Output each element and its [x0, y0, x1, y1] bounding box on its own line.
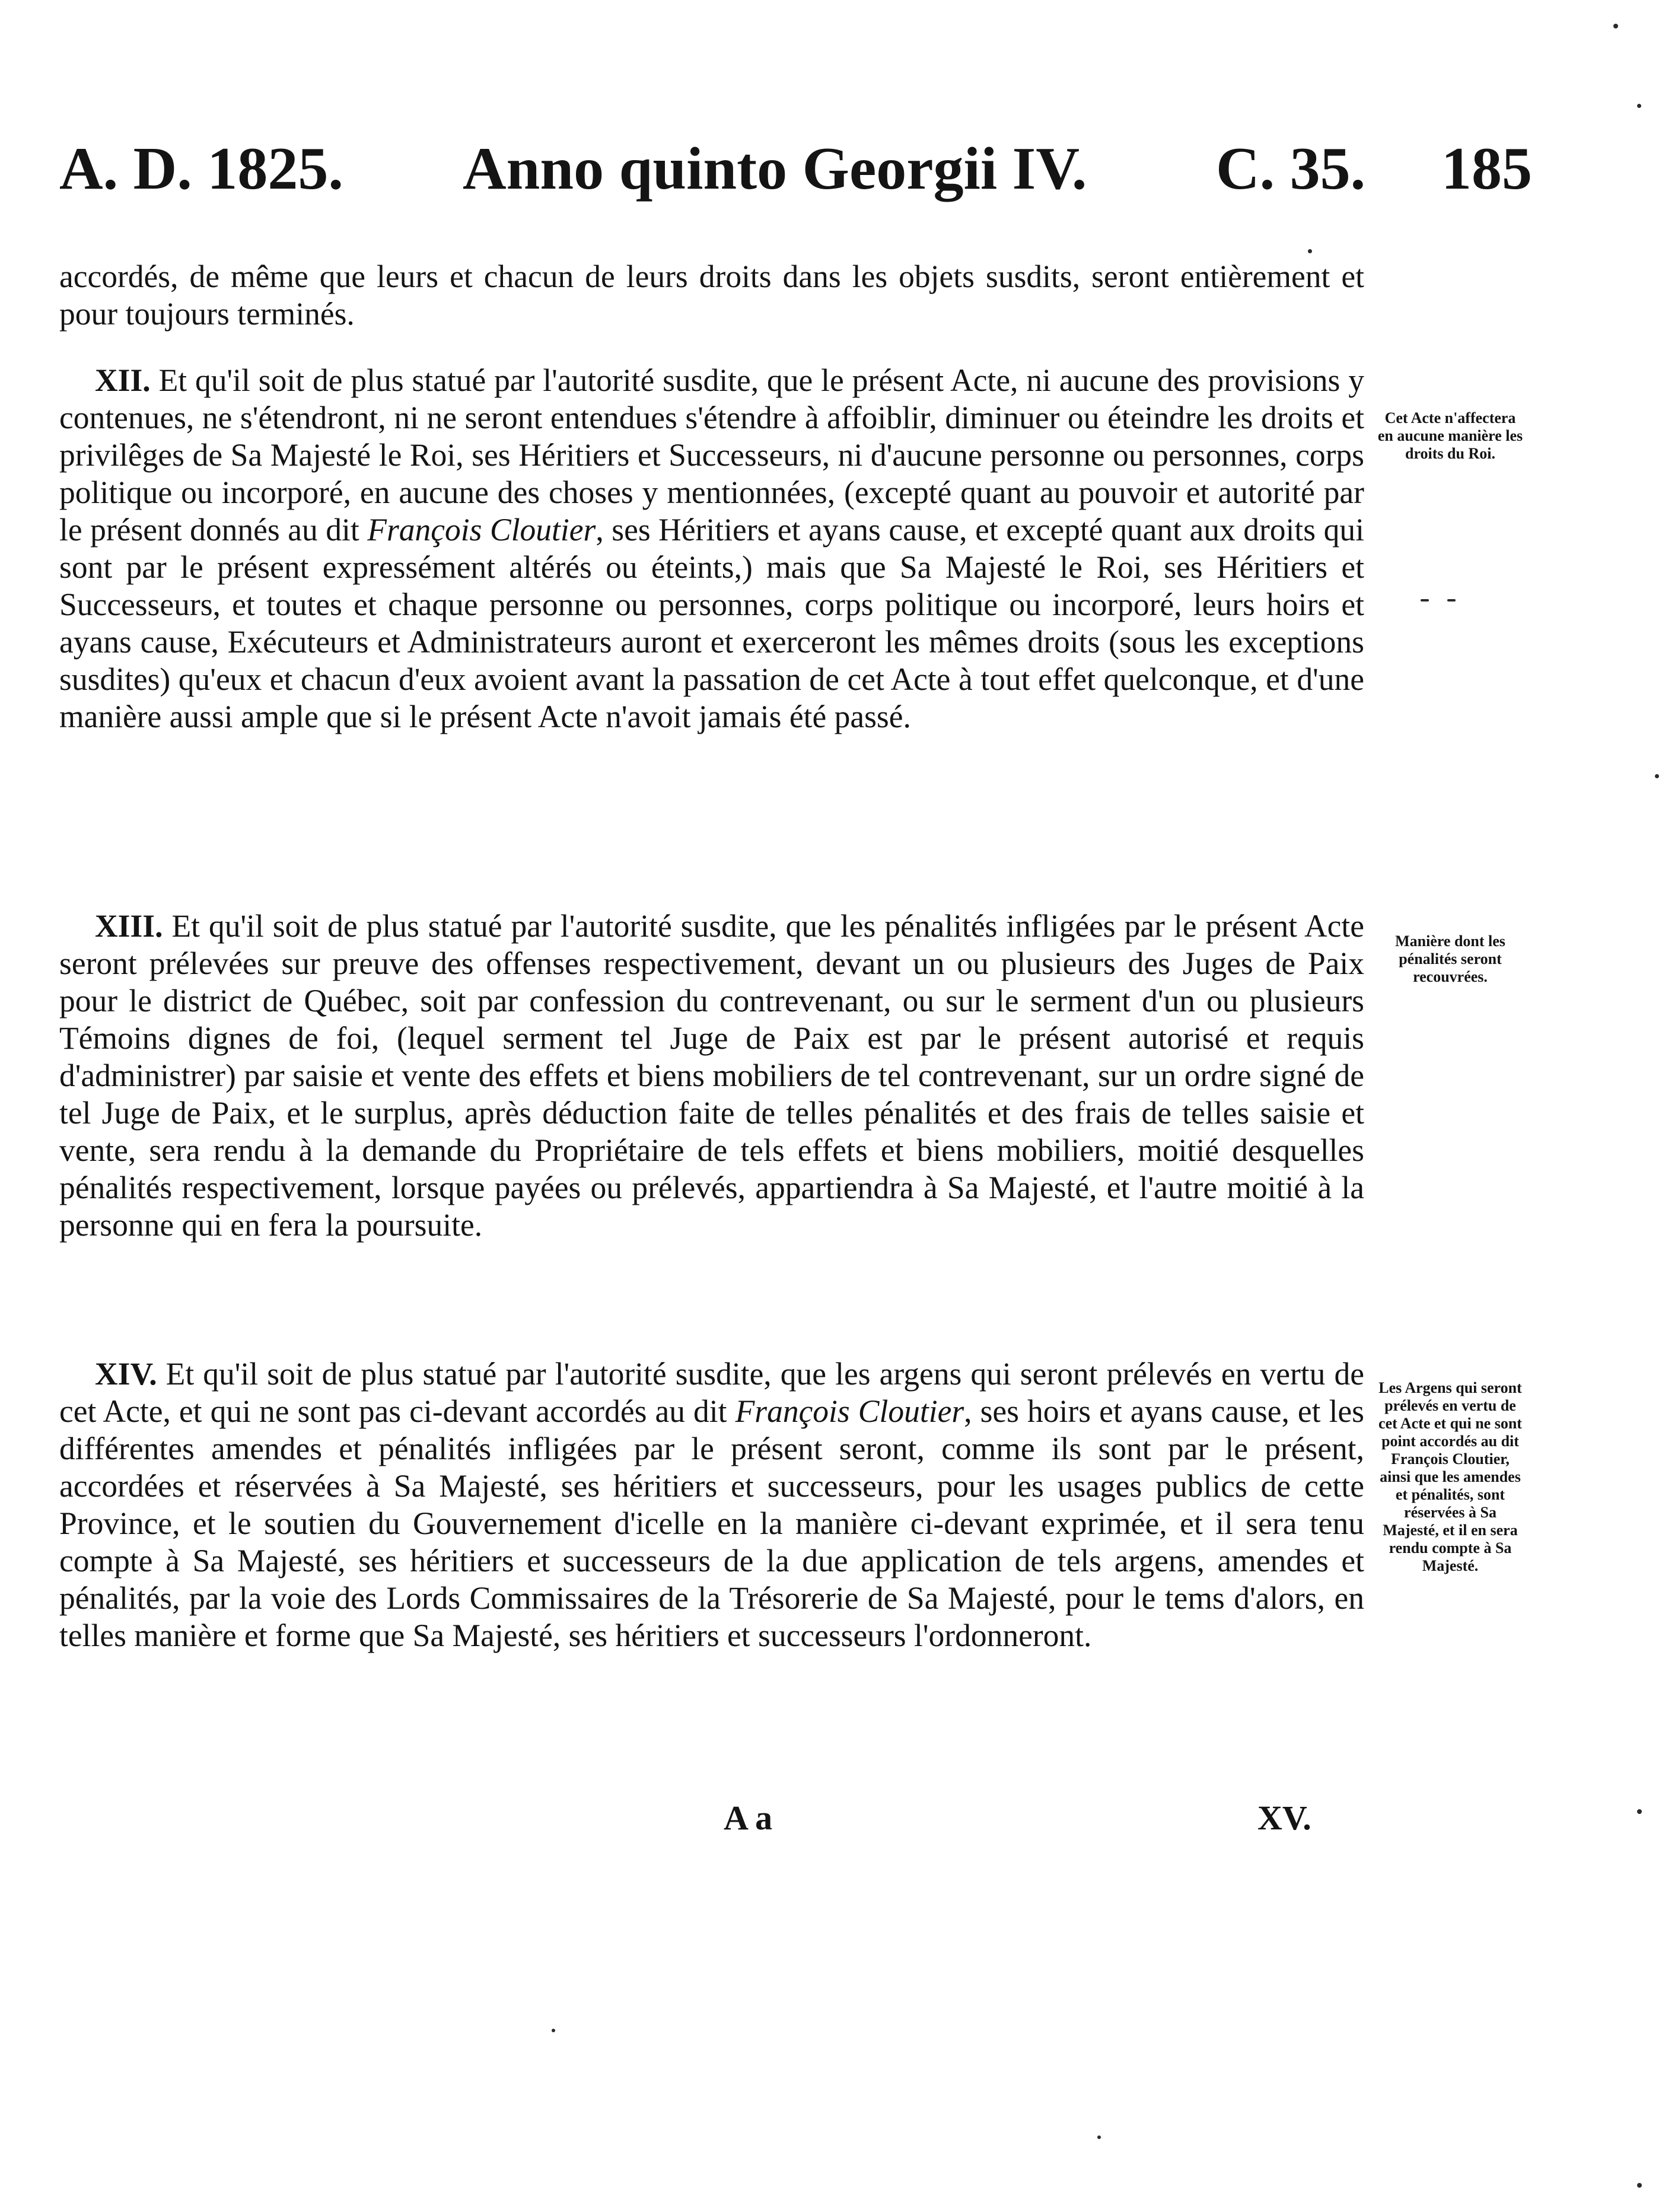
scan-speck	[1637, 104, 1641, 108]
scan-speck	[1655, 774, 1659, 778]
scan-speck	[1097, 2135, 1101, 2139]
section-number: XIII.	[95, 908, 163, 944]
intro-paragraph	[59, 258, 1364, 333]
margin-note-xiv: Les Argens qui seront prélevés en vertu de cet Acte et qui ne sont point accordés au dit François Cloutier, ainsi que les amendes et pénalités, sont réservées à Sa Majesté, et il en sera rendu compte à Sa Majesté.	[1378, 1379, 1522, 1574]
section-text: Et qu'il soit de plus statué par l'autorité susdite, que le présent Acte, ni aucune des provisions y contenues, ne s'étendront, ni ne seront entendues s'étendre à affoiblir, diminuer ou éteindre les droits et privilêges de Sa Majesté le Roi, ses Héritiers et Successeurs, ni d'aucune personne ou personnes, corps politique ou incorporé, en aucune des choses y mentionnées, (excepté quant au pouvoir et autorité par le présent donnés au dit	[59, 362, 1365, 548]
scan-speck	[1613, 24, 1618, 28]
section-text-continued: , ses Héritiers et ayans cause, et excepté quant aux droits qui sont par le présent expressément altérés ou éteints,) mais que Sa Majesté le Roi, ses Héritiers et Successeurs, et toutes et chaque personne ou personnes, corps politique ou incorporé, leurs hoirs et ayans cause, Exécuteurs et Administrateurs auront et exerceront les mêmes droits (sous les exceptions susdites) qu'eux et chacun d'eux avoient avant la passation de cet Acte à tout effet quelconque, et d'une manière aussi ample que si le présent Acte n'avoit jamais été passé.	[59, 512, 1365, 734]
section-xii	[59, 362, 1364, 736]
section-italic-name: François Cloutier	[367, 512, 596, 548]
margin-note-xiii: Manière dont les pénalités seront recouvrées.	[1395, 932, 1505, 985]
page-footer	[59, 1794, 1554, 1842]
scan-speck	[1447, 599, 1456, 601]
section-number: XII.	[95, 362, 151, 398]
section-xii-paragraph	[59, 362, 1364, 736]
signature-mark: A a	[724, 1799, 773, 1837]
running-header	[59, 128, 1554, 211]
header-date: A. D. 1825.	[59, 135, 343, 202]
section-text: Et qu'il soit de plus statué par l'autorité susdite, que les argens qui seront prélevés en vertu de cet Acte, et qui ne sont pas ci-devant accordés au dit	[59, 1356, 1364, 1429]
section-xiv-paragraph	[59, 1355, 1364, 1654]
section-xiii	[59, 908, 1364, 1244]
section-italic-name: François Cloutier	[735, 1393, 964, 1429]
header-title: Anno quinto Georgii IV.	[463, 135, 1087, 202]
header-page-number: 185	[1441, 135, 1532, 202]
header-chapter: C. 35.	[1216, 135, 1366, 202]
intro-text: accordés, de même que leurs et chacun de leurs droits dans les objets susdits, seront entièrement et pour toujours terminés.	[59, 259, 1364, 332]
scan-speck	[1421, 599, 1429, 601]
scan-speck	[552, 2029, 555, 2032]
section-text-continued: , ses hoirs et ayans cause, et les différentes amendes et pénalités infligées par le présent seront, comme ils sont par le présent, accordées et réservées à Sa Majesté, ses héritiers et successeurs, pour les usages publics de cette Province, et le soutien du Gouvernement d'icelle en la manière ci-devant exprimée, et il sera tenu compte à Sa Majesté, ses héritiers et successeurs de la due application de tels argens, amendes et pénalités, par la voie des Lords Commissaires de la Trésorerie de Sa Majesté, pour le tems d'alors, en telles manière et forme que Sa Majesté, ses héritiers et successeurs l'ordonneront.	[59, 1393, 1364, 1653]
section-text: Et qu'il soit de plus statué par l'autorité susdite, que les pénalités infligées par le présent Acte seront prélevées sur preuve des offenses respectivement, devant un ou plusieurs des Juges de Paix pour le district de Québec, soit par confession du contrevenant, ou sur le serment d'un ou plusieurs Témoins dignes de foi, (lequel serment tel Juge de Paix est par le présent autorisé et requis d'administrer) par saisie et vente des effets et biens mobiliers de tel contrevenant, sur un ordre signé de tel Juge de Paix, et le surplus, après déduction faite de telles pénalités et des frais de telles saisie et vente, sera rendu à la demande du Propriétaire de tels effets et biens mobiliers, moitié desquelles pénalités respectivement, lorsque payées ou prélevés, appartiendra à Sa Majesté, et l'autre moitié à la personne qui en fera la poursuite.	[59, 908, 1364, 1243]
catchword: XV.	[1257, 1799, 1311, 1837]
scan-speck	[1637, 1809, 1642, 1814]
scan-speck	[1308, 249, 1312, 253]
margin-note-xii: Cet Acte n'affectera en aucune manière les droits du Roi.	[1377, 409, 1523, 462]
section-xiii-paragraph	[59, 908, 1364, 1244]
scan-speck	[1637, 2183, 1642, 2188]
section-number: XIV.	[95, 1356, 157, 1392]
section-xiv	[59, 1355, 1364, 1654]
